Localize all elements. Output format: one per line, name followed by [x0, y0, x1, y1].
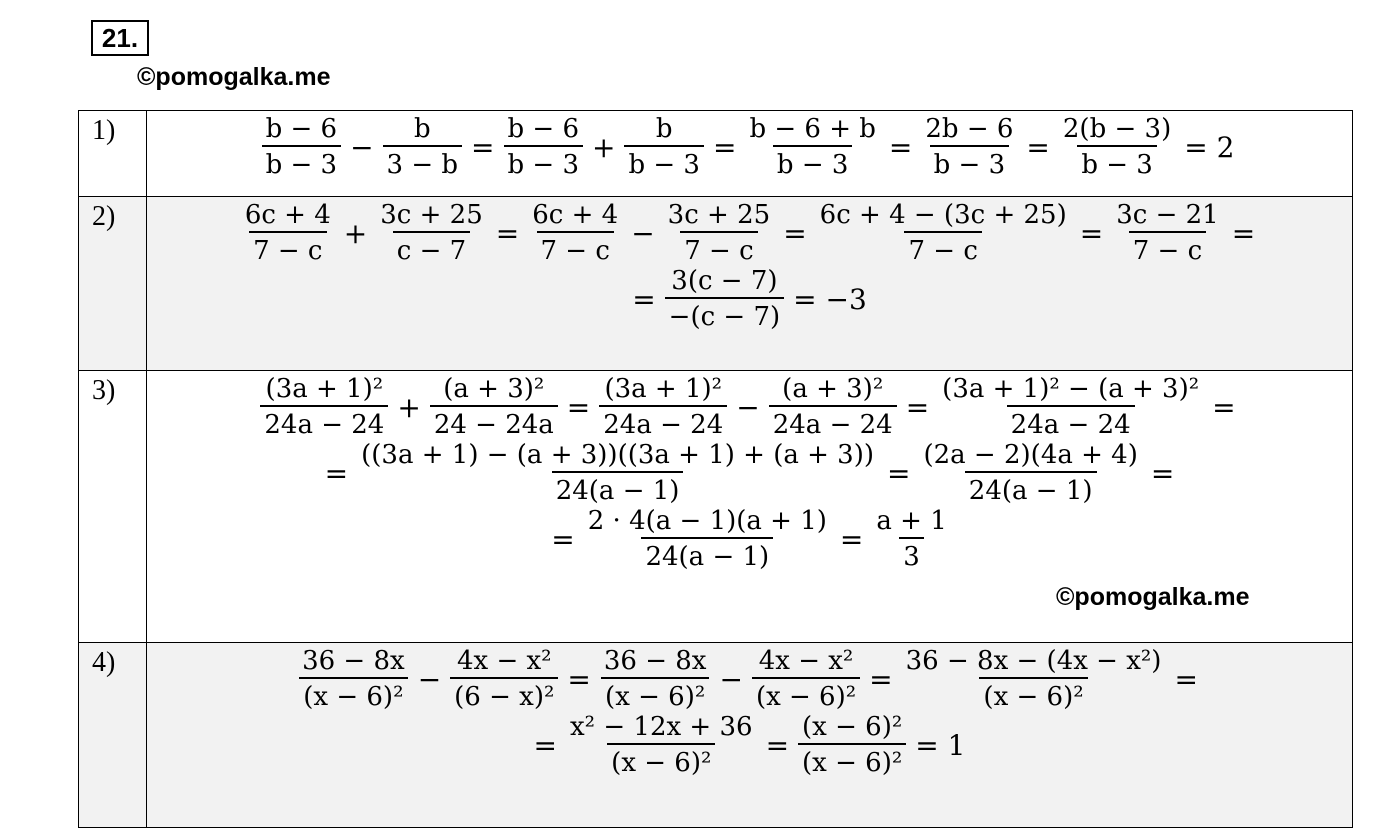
numerator: 3c + 25	[380, 200, 483, 230]
solution-table	[78, 110, 1353, 828]
fraction	[665, 265, 785, 333]
fraction	[752, 645, 860, 713]
numerator: 3c − 21	[1116, 200, 1219, 230]
numerator: 3c + 25	[667, 200, 771, 230]
fraction	[260, 373, 388, 441]
denominator: c − 7	[393, 231, 470, 267]
operator: +	[592, 130, 616, 164]
operator: =	[567, 662, 591, 696]
fraction	[584, 505, 831, 573]
numerator: 4x − x²	[456, 646, 552, 676]
operator: =	[783, 216, 807, 250]
row-label: 4)	[79, 643, 147, 828]
denominator: 7 − c	[249, 231, 326, 267]
fraction	[298, 645, 409, 713]
fraction	[599, 373, 727, 441]
numerator: b	[413, 114, 431, 144]
denominator: 3	[899, 537, 924, 573]
operator: =	[712, 130, 737, 164]
operator: +	[397, 390, 421, 424]
operator: =	[1079, 216, 1104, 250]
fraction	[376, 199, 487, 267]
denominator: (x − 6)²	[979, 677, 1087, 713]
denominator: (x − 6)²	[752, 677, 860, 713]
denominator: 24a − 24	[260, 405, 388, 441]
numerator: b − 6	[265, 114, 338, 144]
denominator: 7 − c	[904, 231, 981, 267]
equation-line	[545, 505, 953, 573]
operator: +	[343, 216, 368, 250]
denominator: b − 3	[773, 145, 853, 181]
denominator: 7 − c	[680, 231, 757, 267]
numerator: 3(c − 7)	[671, 266, 778, 296]
numerator: ((3a + 1) − (a + 3))((3a + 1) + (a + 3))	[361, 440, 875, 470]
denominator: 3 − b	[383, 145, 463, 181]
denominator: (x − 6)²	[299, 677, 407, 713]
numerator: 2b − 6	[925, 114, 1014, 144]
fraction	[624, 113, 704, 181]
watermark-top: ©pomogalka.me	[137, 63, 331, 91]
denominator: b − 3	[262, 145, 342, 181]
equation-line	[259, 113, 1241, 181]
fraction	[600, 645, 711, 713]
exercise-number: 21.	[91, 20, 149, 56]
numerator: (a + 3)²	[782, 374, 884, 404]
operator: =	[533, 728, 558, 762]
operator: =	[1150, 456, 1175, 490]
operator: =	[888, 130, 913, 164]
equation-line	[257, 373, 1241, 441]
denominator: b − 3	[504, 145, 584, 181]
equation-line	[319, 439, 1181, 507]
operator: =	[551, 522, 575, 556]
operator: =	[566, 390, 591, 424]
operator: =	[471, 130, 495, 164]
operator: −	[736, 390, 760, 424]
fraction	[430, 373, 558, 441]
equation-line	[295, 645, 1204, 713]
operator: =	[887, 456, 911, 490]
denominator: b − 3	[1077, 145, 1157, 181]
numerator: (x − 6)²	[802, 712, 903, 742]
numerator: 36 − 8x	[603, 646, 707, 676]
numerator: (3a + 1)²	[604, 374, 723, 404]
fraction	[902, 645, 1166, 713]
denominator: (x − 6)²	[798, 743, 906, 779]
fraction	[357, 439, 878, 507]
operator: =	[324, 456, 349, 490]
operator: −	[417, 662, 442, 696]
numerator: (a + 3)²	[443, 374, 545, 404]
solution-row	[79, 197, 1353, 371]
row-label: 3)	[79, 371, 147, 643]
fraction	[816, 199, 1071, 267]
denominator: 7 − c	[537, 231, 614, 267]
fraction	[241, 199, 335, 267]
denominator: b − 3	[624, 145, 704, 181]
operator: =	[1026, 130, 1050, 164]
fraction	[566, 711, 757, 779]
operator: =	[1231, 216, 1256, 250]
fraction	[872, 505, 950, 573]
operator: =	[1174, 662, 1198, 696]
solution-row	[79, 111, 1353, 197]
numerator: 2(b − 3)	[1062, 114, 1172, 144]
numerator: (3a + 1)² − (a + 3)²	[942, 374, 1200, 404]
denominator: (x − 6)²	[607, 743, 715, 779]
denominator: (6 − x)²	[450, 677, 558, 713]
denominator: 24a − 24	[599, 405, 727, 441]
numerator: 36 − 8x − (4x − x²)	[905, 646, 1162, 676]
numerator: b − 6 + b	[749, 114, 876, 144]
operator: =	[765, 728, 790, 762]
numerator: 2 · 4(a − 1)(a + 1)	[587, 506, 827, 536]
denominator: 24(a − 1)	[641, 537, 773, 573]
operator: =	[869, 662, 893, 696]
equation-line	[626, 265, 873, 333]
fraction	[1112, 199, 1223, 267]
fraction	[921, 113, 1017, 181]
operator: =	[495, 216, 520, 250]
equation-line	[528, 711, 972, 779]
numerator: b − 6	[507, 114, 579, 144]
denominator: 7 − c	[1129, 231, 1206, 267]
operator: = 1	[915, 728, 966, 762]
denominator: −(c − 7)	[665, 297, 785, 333]
denominator: 24a − 24	[769, 405, 897, 441]
fraction	[528, 199, 622, 267]
fraction	[664, 199, 775, 267]
denominator: 24 − 24a	[430, 405, 558, 441]
numerator: x² − 12x + 36	[570, 712, 753, 742]
numerator: (3a + 1)²	[265, 374, 384, 404]
numerator: 6c + 4 − (3c + 25)	[819, 200, 1067, 230]
fraction	[383, 113, 463, 181]
numerator: (2a − 2)(4a + 4)	[923, 440, 1138, 470]
operator: −	[350, 130, 374, 164]
operator: =	[905, 390, 930, 424]
numerator: 36 − 8x	[302, 646, 405, 676]
fraction	[938, 373, 1203, 441]
numerator: 6c + 4	[532, 200, 619, 230]
numerator: 6c + 4	[244, 200, 331, 230]
operator: −	[719, 662, 743, 696]
fraction	[504, 113, 584, 181]
row-math	[147, 111, 1353, 197]
fraction	[262, 113, 342, 181]
operator: =	[1212, 390, 1236, 424]
equation-line	[238, 199, 1261, 267]
operator: = −3	[793, 282, 867, 316]
fraction	[798, 711, 906, 779]
numerator: 4x − x²	[758, 646, 854, 676]
operator: =	[839, 522, 864, 556]
row-math	[147, 643, 1353, 828]
numerator: a + 1	[876, 506, 947, 536]
operator: −	[631, 216, 655, 250]
operator: = 2	[1184, 130, 1235, 164]
watermark-inner: ©pomogalka.me	[1056, 583, 1250, 611]
solution-row	[79, 643, 1353, 828]
numerator: b	[655, 114, 673, 144]
denominator: 24(a − 1)	[965, 471, 1097, 507]
operator: =	[632, 282, 656, 316]
fraction	[769, 373, 897, 441]
fraction	[1059, 113, 1175, 181]
row-label: 2)	[79, 197, 147, 371]
denominator: 24a − 24	[1007, 405, 1135, 441]
denominator: (x − 6)²	[601, 677, 709, 713]
fraction	[919, 439, 1141, 507]
row-label: 1)	[79, 111, 147, 197]
denominator: b − 3	[930, 145, 1010, 181]
fraction	[745, 113, 879, 181]
fraction	[450, 645, 558, 713]
row-math	[147, 197, 1353, 371]
denominator: 24(a − 1)	[552, 471, 684, 507]
